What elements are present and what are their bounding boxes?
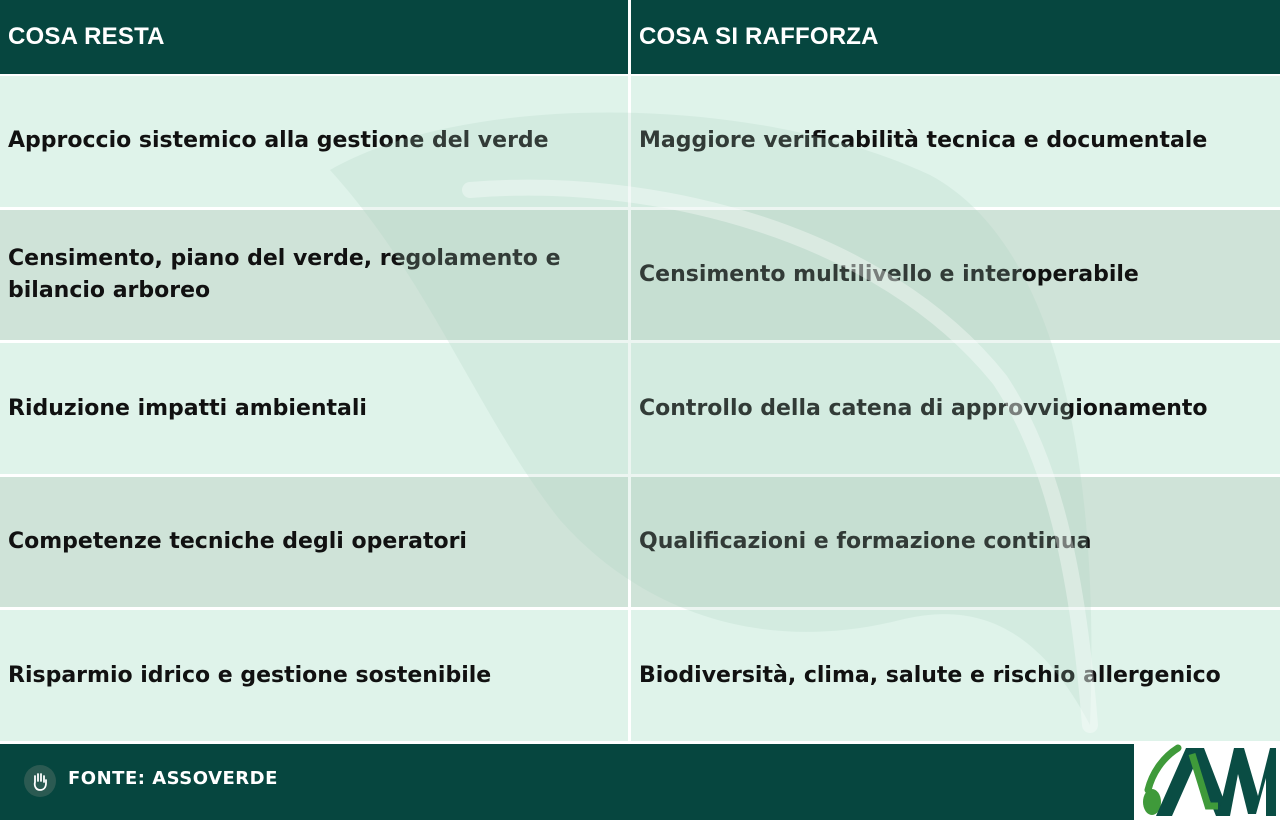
hand-icon: [24, 765, 56, 797]
footer-bar: [0, 744, 1280, 820]
table-row: [0, 610, 1280, 744]
table-row: [0, 343, 1280, 477]
cell-resta: Risparmio idrico e gestione sostenibile: [0, 610, 631, 744]
cell-resta: Approccio sistemico alla gestione del verde: [0, 76, 631, 210]
cell-rafforza: Maggiore verificabilità tecnica e documentale: [631, 76, 1280, 210]
source-label: FONTE: ASSOVERDE: [68, 768, 278, 789]
table-row: [0, 210, 1280, 344]
header-cosa-si-rafforza: COSA SI RAFFORZA: [631, 0, 1280, 76]
table-header-row: [0, 0, 1280, 76]
cell-resta: Censimento, piano del verde, regolamento e bilancio arboreo: [0, 210, 631, 344]
table-row: [0, 76, 1280, 210]
cell-rafforza: Censimento multilivello e interoperabile: [631, 210, 1280, 344]
table-row: [0, 477, 1280, 611]
cell-rafforza: Qualificazioni e formazione continua: [631, 477, 1280, 611]
header-cosa-resta: COSA RESTA: [0, 0, 631, 76]
cell-resta: Competenze tecniche degli operatori: [0, 477, 631, 611]
cell-rafforza: Biodiversità, clima, salute e rischio allergenico: [631, 610, 1280, 744]
am-logo-icon: [1134, 744, 1280, 820]
cell-resta: Riduzione impatti ambientali: [0, 343, 631, 477]
cell-rafforza: Controllo della catena di approvvigionamento: [631, 343, 1280, 477]
